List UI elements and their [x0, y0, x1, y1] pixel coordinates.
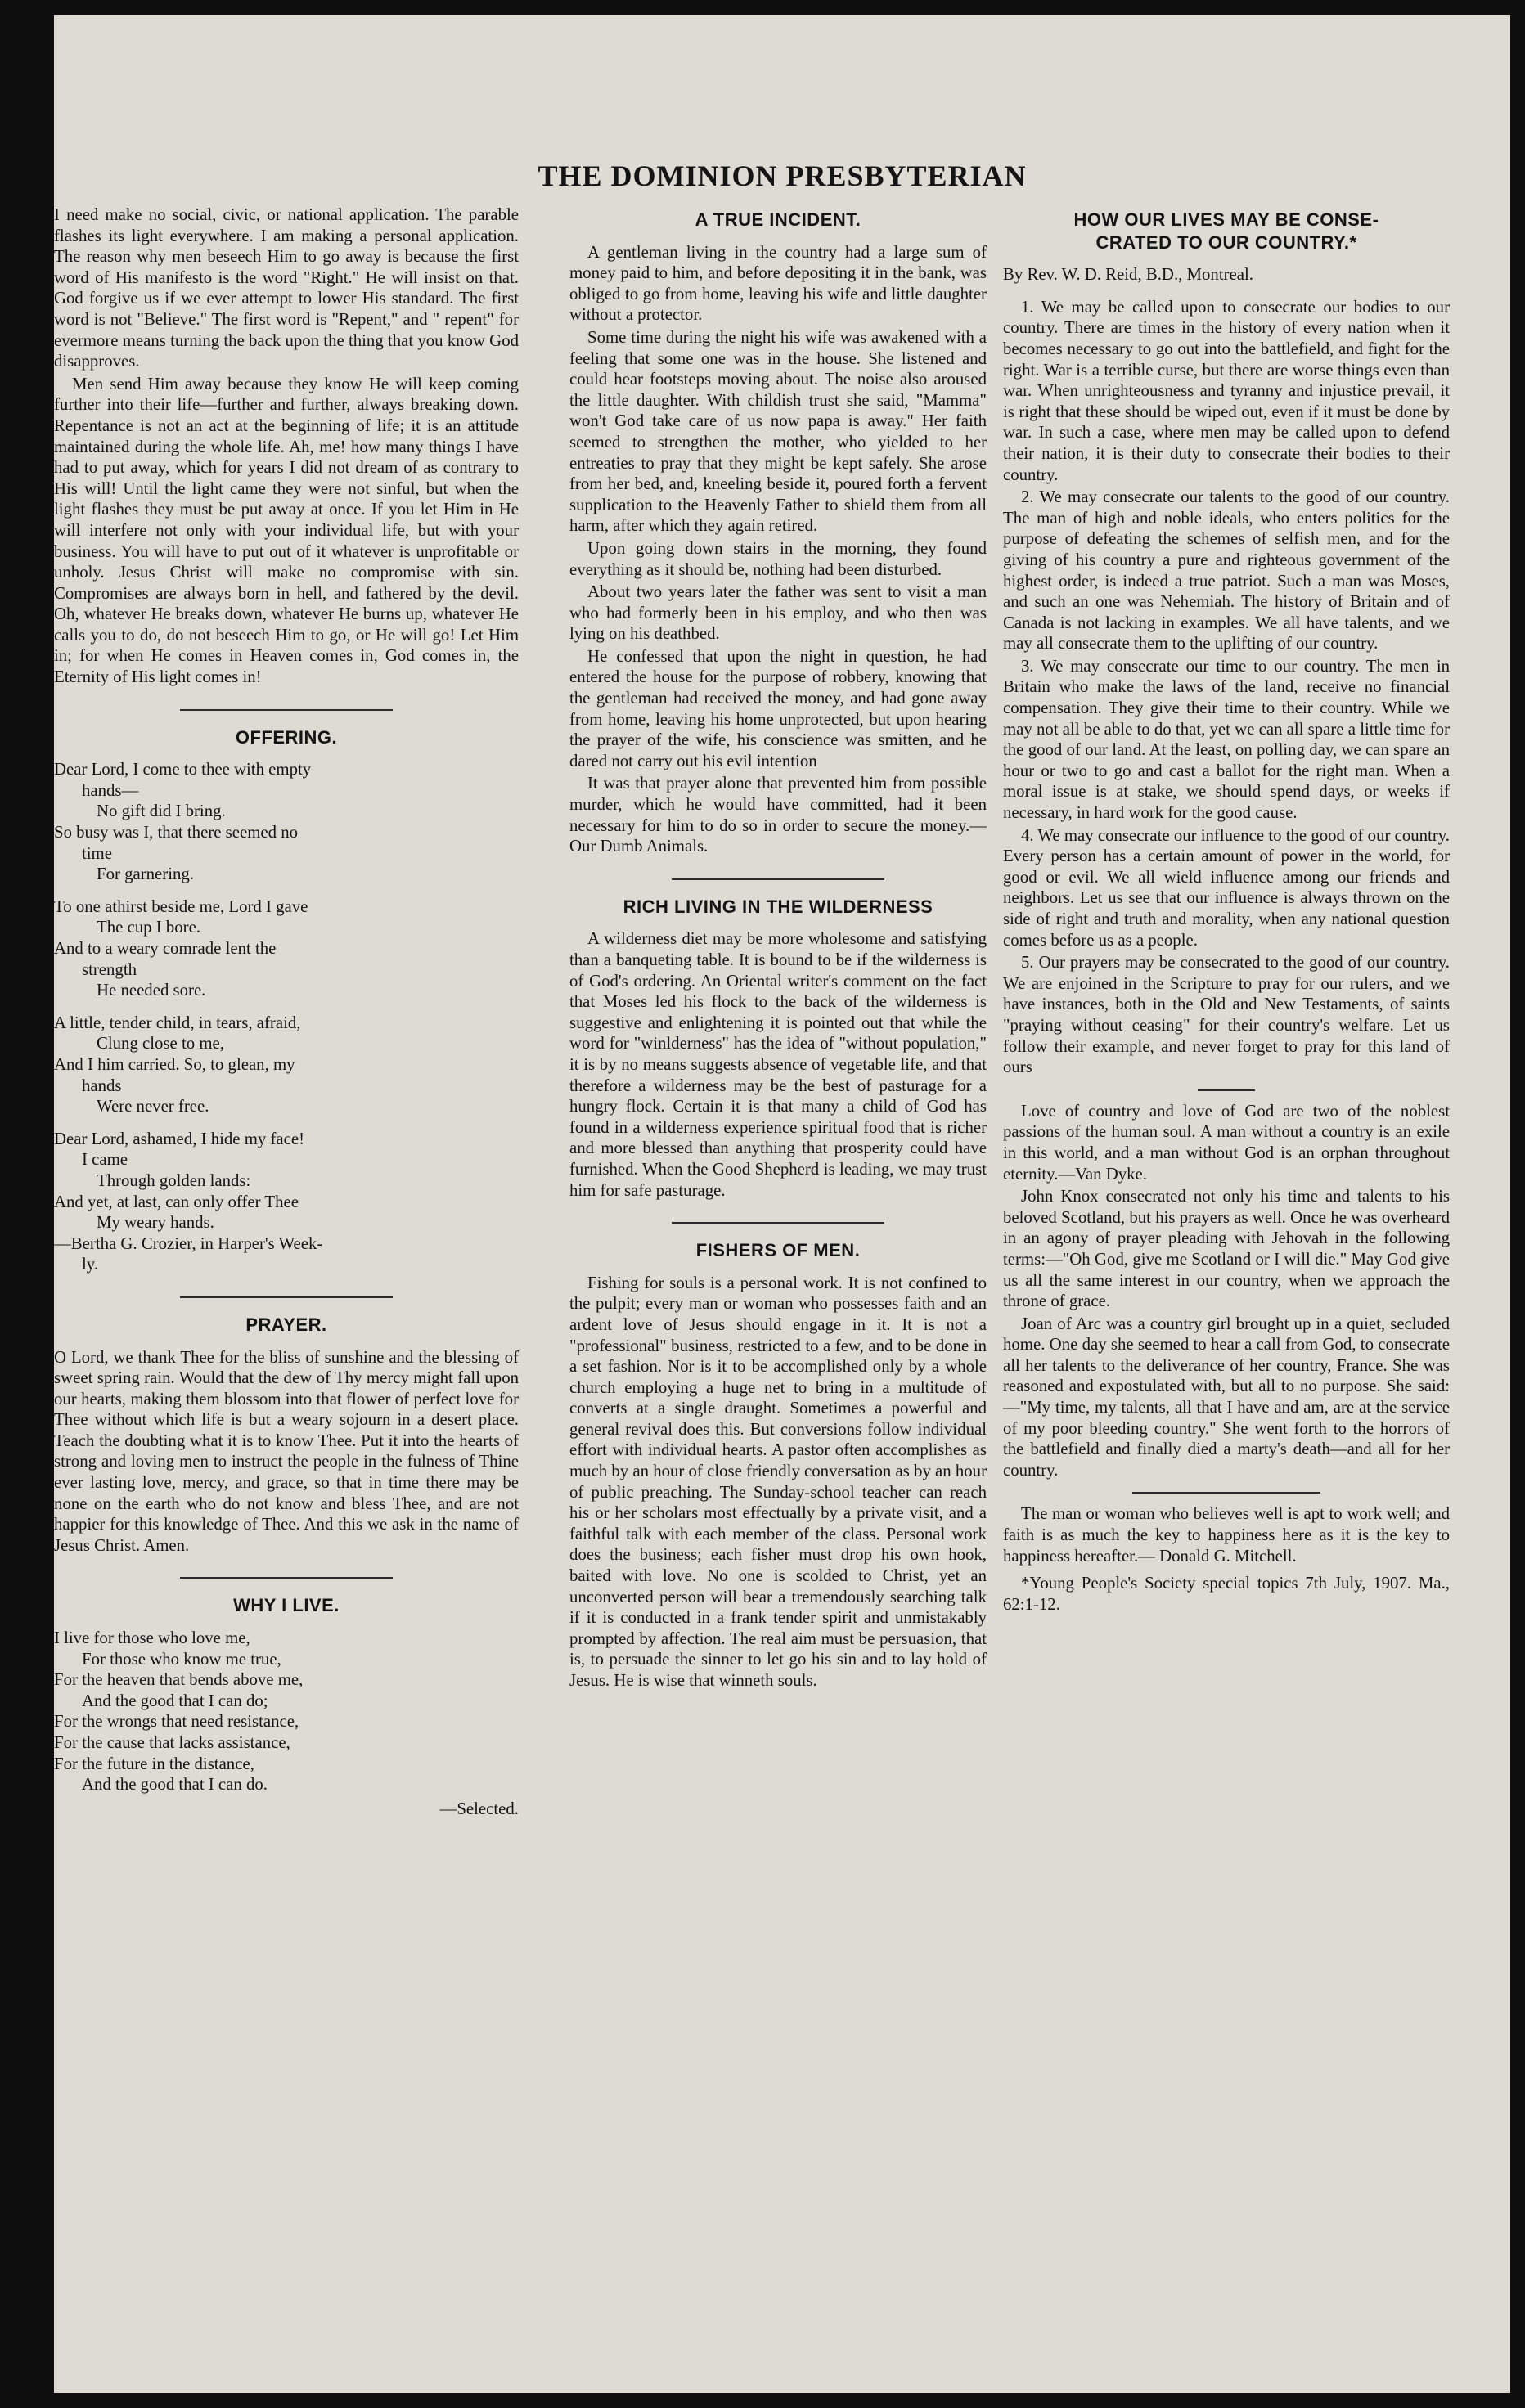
poem-line: time: [82, 843, 112, 863]
article-paragraph: Love of country and love of God are two of the noblest passions of the human soul. A man without a country is an exile in this world, and a man without God is an orphan throughout eternity.—Van Dyke.: [1003, 1101, 1450, 1184]
article-paragraph: A gentleman living in the country had a large sum of money paid to him, and before depositing it in the bank, was obliged to go from home, leaving his wife and little daughter without a protector.: [569, 242, 987, 325]
divider: [1132, 1492, 1320, 1494]
poem-line: My weary hands.: [97, 1213, 214, 1233]
poem-line: Through golden lands:: [97, 1170, 251, 1190]
divider: [180, 709, 393, 711]
prayer-text: O Lord, we thank Thee for the bliss of sunshine and the blessing of sweet spring rain. Would that the dew of Thy mercy might fall upon our hearts, making them blossom into that flower of perfect love for Thee without which life is but a weary sojourn in a desert place. Teach the doubting what it is to know Thee. Put it into the hearts of strong and loving men to instruct the people in the fulness of Thine ever lasting love, mercy, and grace, so that in time there may be none on the earth who do not know and bless Thee, and are not happier for this knowledge of Thee. And this we ask in the name of Jesus Christ. Amen.: [54, 1347, 519, 1555]
poem-line: I live for those who love me,: [54, 1629, 250, 1648]
article-paragraph: Some time during the night his wife was awakened with a feeling that some one was in the house. She listened and could hear footsteps moving about. The noise also aroused the little daughter. With childish trust she said, "Mamma" won't God take care of us now papa is away." Her faith seemed to strengthen the mother, who yielded to her entreaties to pray that they might be kept safely. She arose from her bed, and, kneeling beside it, poured forth a fervent supplication to the Heavenly Father to shield them from all harm, after which they again retired.: [569, 327, 987, 536]
poem-line: And yet, at last, can only offer Thee: [54, 1192, 299, 1211]
divider: [180, 1577, 393, 1579]
poem-stanza: [54, 759, 519, 885]
poem-line: Dear Lord, I come to thee with empty: [54, 760, 312, 779]
divider: [180, 1296, 393, 1298]
poem-stanza: [54, 1129, 519, 1275]
poem-line: And to a weary comrade lent the: [54, 939, 277, 958]
poem-line: hands: [82, 1076, 122, 1095]
poem-line: For garnering.: [97, 865, 194, 884]
consecrated-title-line1: HOW OUR LIVES MAY BE CONSE-: [1073, 209, 1379, 230]
poem-credit: —Selected.: [439, 1799, 519, 1818]
offering-title: OFFERING.: [235, 726, 338, 748]
article-paragraph: Fishing for souls is a personal work. It is not confined to the pulpit; every man or woman who possesses faith and an ardent love of Jesus should engage in it. It is not a "professional" business, restricted to a few, and to be done in a set fashion. Nor is it to be accomplished only by a whole church employing a huge net to bring in a multitude of converts at a single draught. Sometimes a powerful and general revival does this. But conversions follow individual effort with individual hearts. A pastor often accomplishes as much by an hour of close friendly conversation as by an hour of public preaching. The Sunday-school teacher can reach his or her scholars most effectually by a private visit, and a faithful talk with each member of the class. Personal work does the business; each fisher must drop his own hook, baited with love. No one is scolded to Christ, yet an unconverted person will bear a tremendously searching talk if it is conducted in a frank tender spirit and unmistakably prompted by affection. The real aim must be persuasion, that is, to persuade the sinner to let go his sin and to lay hold of Jesus. He is wise that winneth souls.: [569, 1273, 987, 1690]
article-paragraph: A wilderness diet may be more wholesome and satisfying than a banqueting table. It is bound to be if the wilderness is of God's ordering. An Oriental writer's comment on the fact that Moses led his flock to the back of the wilderness is suggestive and enlightening it is pointed out that while the word for "winlderness" has the idea of "without population," it is by no means suggests absence of vegetable life, and that therefore a wilderness may be the best of pasturage for a hungry flock. Certain it is that many a child of God has found in a wilderness experience spiritual food that is richer and more blessed than anything that prosperity could have furnished. When the Good Shepherd is leading, we may trust him for safe pasturage.: [569, 929, 987, 1200]
poem-stanza: [54, 896, 519, 1001]
poem-line: For those who know me true,: [82, 1649, 281, 1669]
masthead: THE DOMINION PRESBYTERIAN: [538, 159, 1027, 192]
poem-line: hands—: [82, 780, 139, 800]
poem-line: And I him carried. So, to glean, my: [54, 1054, 295, 1074]
poem-line: strength: [82, 959, 137, 979]
poem-line: And the good that I can do;: [82, 1691, 268, 1710]
rich-living-title: RICH LIVING IN THE WILDERNESS: [623, 896, 933, 917]
poem-stanza: [54, 1013, 519, 1117]
poem-line: No gift did I bring.: [97, 802, 226, 821]
article-paragraph: He confessed that upon the night in question, he had entered the house for the purpose of robbery, knowing that the gentleman had received the money, and had gone away from home, leaving his home unprotected, but upon hearing the prayer of the wife, his conscience was smitten, and he dared not carry out his evil intention: [569, 646, 987, 770]
column-1: [54, 204, 519, 1819]
article-paragraph: John Knox consecrated not only his time and talents to his beloved Scotland, but his prayers as well. Once he was overheard in an agony of prayer pleading with Jehovah in the following terms:—"Oh God, give me Scotland or I will die." May God give us all the same interest in our country, when we approach the throne of grace.: [1003, 1187, 1450, 1311]
poem-line: To one athirst beside me, Lord I gave: [54, 896, 308, 916]
column-2: [569, 204, 987, 1693]
poem-line: I came: [82, 1150, 128, 1170]
article-paragraph: Joan of Arc was a country girl brought up in a quiet, secluded home. One day she seemed to hear a call from God, to consecrate all her talents to the deliverance of her country, France. She was reasoned and expostulated with, but all to no purpose. She said: —"My time, my talents, all that I have and am, are at the service of my poor bleeding country." She went forth to the horrors of the battlefield and finally died a marty's death—and all for her country.: [1003, 1314, 1450, 1480]
footnote: *Young People's Society special topics 7th July, 1907. Ma., 62:1-12.: [1003, 1574, 1450, 1614]
poem-line: He needed sore.: [97, 981, 206, 1000]
consecrated-title-line2: CRATED TO OUR COUNTRY.*: [1095, 231, 1357, 253]
article-paragraph: It was that prayer alone that prevented him from possible murder, which he would have committed, had it been necessary for him to do so in order to secure the money.—Our Dumb Animals.: [569, 774, 987, 856]
why-i-live-poem: [54, 1628, 519, 1819]
poem-line: For the wrongs that need resistance,: [54, 1712, 299, 1732]
divider: [1198, 1089, 1255, 1091]
article-paragraph: About two years later the father was sent to visit a man who had formerly been in his employ, and who then was lying on his deathbed.: [569, 582, 987, 644]
why-i-live-title: WHY I LIVE.: [233, 1595, 340, 1616]
poem-line: Were never free.: [97, 1097, 209, 1116]
article-paragraph: Upon going down stairs in the morning, they found everything as it should be, nothing had been disturbed.: [569, 538, 987, 579]
poem-line: For the heaven that bends above me,: [54, 1670, 304, 1690]
article-paragraph: 2. We may consecrate our talents to the good of our country. The man of high and noble ideals, who enters politics for the purpose of defeating the schemes of selfish men, and for the giving of his country a pure and righteous government of the highest order, is indeed a true patriot. Such a man was Moses, and such an one was Nehemiah. The history of Britain and of Canada is not lacking in examples. We all have talents, and we may all consecrate them to the uplifting of our country.: [1003, 487, 1450, 654]
quote-paragraph: The man or woman who believes well is apt to work well; and faith is as much the key to happiness here as it is the key to happiness hereafter.— Donald G. Mitchell.: [1003, 1504, 1450, 1566]
byline: By Rev. W. D. Reid, B.D., Montreal.: [1003, 265, 1253, 285]
article-paragraph: 5. Our prayers may be consecrated to the good of our country. We are enjoined in the Scripture to pray for our rulers, and we have instances, both in the Old and New Testaments, of saints "praying without ceasing" for their country's welfare. Let us follow their example, and never forget to pray for this land of ours: [1003, 953, 1450, 1077]
poem-line: Dear Lord, ashamed, I hide my face!: [54, 1129, 305, 1148]
poem-line: Clung close to me,: [97, 1034, 224, 1054]
offering-poem: [54, 759, 519, 1275]
newspaper-page: [54, 15, 1510, 2393]
intro-paragraph: I need make no social, civic, or national application. The parable flashes its light everywhere. I am making a personal application. The reason why men beseech Him to go away is because the first word of His manifesto is the word "Right." He will insist on that. God forgive us if we ever attempt to lower His standard. The first word is not "Believe." The first word is "Repent," and " repent" for evermore means turning the back upon the thing that you know God disapproves.: [54, 205, 519, 371]
poem-credit: ly.: [82, 1255, 99, 1274]
prayer-title: PRAYER.: [245, 1314, 327, 1335]
column-3: [1003, 204, 1450, 1616]
poem-line: For the cause that lacks assistance,: [54, 1733, 290, 1752]
article-paragraph: 4. We may consecrate our influence to the good of our country. Every person has a certain amount of power in the world, for good or evil. We all wield influence among our friends and neighbors. Let us see that our influence is always thrown on the side of right and truth and morality, when any national question comes before us as a people.: [1003, 825, 1450, 950]
poem-line: The cup I bore.: [97, 918, 201, 937]
divider: [672, 878, 884, 880]
poem-line: For the future in the distance,: [54, 1754, 254, 1773]
article-paragraph: 1. We may be called upon to consecrate our bodies to our country. There are times in the history of every nation when it becomes necessary to go out into the battlefield, and fight for the right. War is a terrible curse, but there are worse things even than war. When unrighteousness and tyranny and injustice prevail, it is right that these should be wiped out, even if it must be done by war. In such a case, where men may be called upon to defend their nation, it is their duty to consecrate their bodies to their country.: [1003, 297, 1450, 484]
article-paragraph: 3. We may consecrate our time to our country. The men in Britain who make the laws of the land, receive no financial compensation. They give their time to their country. While we may not all be able to do that, yet we can all spare a little time for the good of our land. At the least, on polling day, we can spare an hour or two to go and cast a ballot for the right man. When a moral issue is at stake, we should spend days, or weeks if necessary, in hard work for the good cause.: [1003, 656, 1450, 823]
poem-line: A little, tender child, in tears, afraid,: [54, 1013, 301, 1032]
poem-line: So busy was I, that there seemed no: [54, 823, 299, 842]
intro-paragraph: Men send Him away because they know He will keep coming further into their life—further and further, always breaking down. Repentance is not an act at the beginning of life; it is an attitude maintained during the whole life. Ah, me! how many things I have had to put away, which for years I did not dream of as contrary to His will! Until the light came they were not sinful, but when the light flashes they must be put away at once. If you let Him in He will interfere not only with your individual life, but with your business. You will have to put out of it whatever is unprofitable or unholy. Jesus Christ will make no compromise with sin. Compromises are always born in hell, and fathered by the devil. Oh, whatever He breaks down, whatever He burns up, whatever He calls you to do, do not beseech Him to go, or He will go! Let Him in; for when He comes in Heaven comes in, God comes in, the Eternity of His light comes in!: [54, 374, 519, 687]
fishers-title: FISHERS OF MEN.: [695, 1240, 861, 1261]
true-incident-title: A TRUE INCIDENT.: [695, 209, 861, 230]
poem-line: And the good that I can do.: [82, 1775, 268, 1795]
poem-credit: —Bertha G. Crozier, in Harper's Week-: [54, 1233, 323, 1253]
divider: [672, 1222, 884, 1224]
